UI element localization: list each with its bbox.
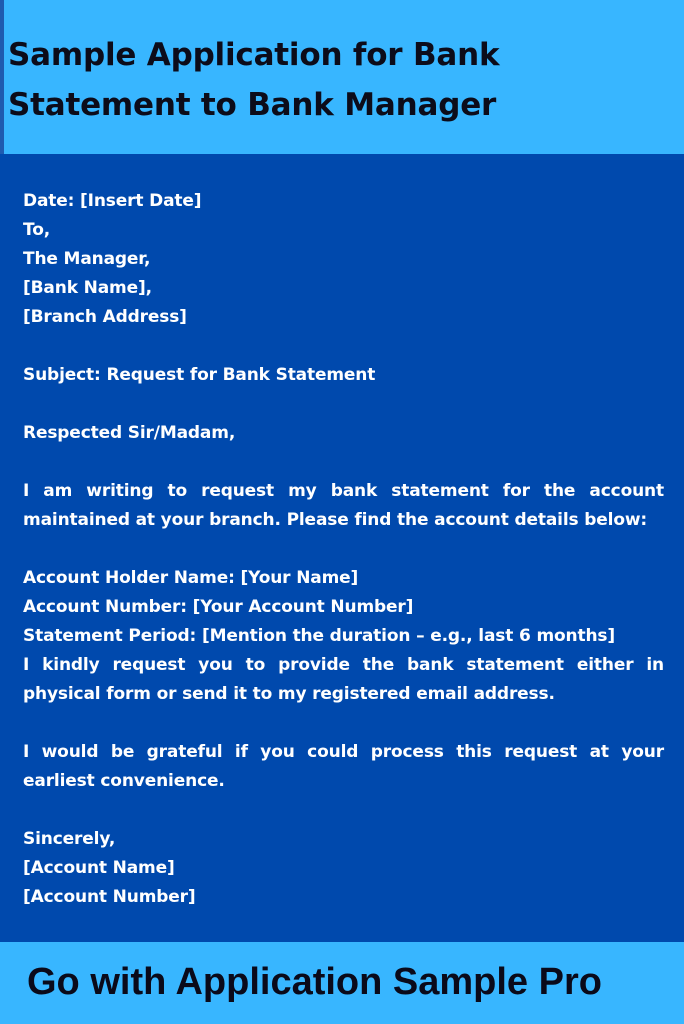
letter-body — [23, 187, 664, 912]
subject-line: Subject: Request for Bank Statement — [23, 365, 376, 385]
sign-off-line: Sincerely, — [23, 829, 116, 849]
request-paragraph: I kindly request you to provide the bank statement either in physical form or send it to my registered email address. — [23, 655, 664, 704]
spacer — [23, 390, 664, 419]
spacer — [23, 796, 664, 825]
header-banner — [0, 0, 684, 154]
branch-address-line: [Branch Address] — [23, 307, 187, 327]
recipient-line: The Manager, — [23, 249, 151, 269]
bank-name-line: [Bank Name], — [23, 278, 152, 298]
to-line: To, — [23, 220, 51, 240]
spacer — [23, 709, 664, 738]
footer-tagline: Go with Application Sample Pro — [27, 961, 602, 1003]
account-holder-line: Account Holder Name: [Your Name] — [23, 568, 359, 588]
statement-period-line: Statement Period: [Mention the duration – e.g., last 6 months] — [23, 626, 616, 646]
signature-name-line: [Account Name] — [23, 858, 175, 878]
closing-paragraph: I would be grateful if you could process this request at your earliest convenience. — [23, 742, 664, 791]
date-line: Date: [Insert Date] — [23, 191, 202, 211]
page-title: Sample Application for Bank Statement to Bank Manager — [8, 37, 500, 123]
signature-number-line: [Account Number] — [23, 887, 196, 907]
spacer — [23, 448, 664, 477]
footer-banner — [0, 942, 684, 1024]
salutation-line: Respected Sir/Madam, — [23, 423, 236, 443]
intro-paragraph: I am writing to request my bank statement for the account maintained at your branch. Please find the account details below: — [23, 481, 664, 530]
spacer — [23, 535, 664, 564]
account-number-line: Account Number: [Your Account Number] — [23, 597, 414, 617]
spacer — [23, 332, 664, 361]
